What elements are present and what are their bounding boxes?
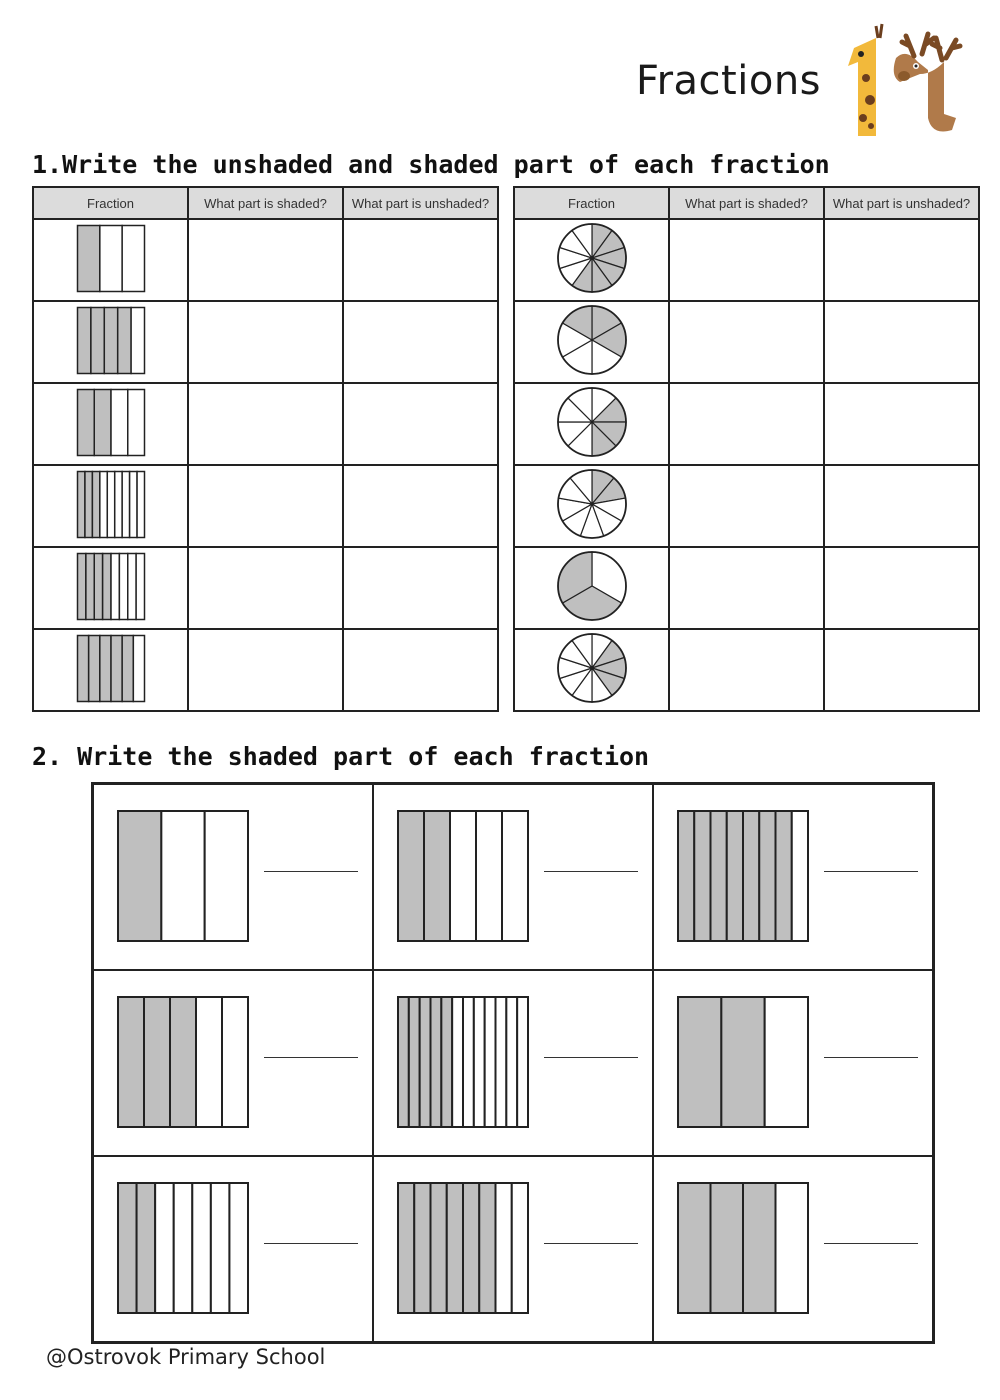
fraction-bar <box>676 1181 810 1315</box>
unshaded-answer-cell[interactable] <box>824 465 979 547</box>
shaded-answer-cell[interactable] <box>188 301 343 383</box>
shaded-answer-cell[interactable] <box>188 465 343 547</box>
bar-part-shaded <box>111 635 122 701</box>
table-row <box>514 547 979 629</box>
column-fraction: Fraction <box>33 187 188 219</box>
column-unshaded: What part is unshaded? <box>824 187 979 219</box>
shaded-answer-cell[interactable] <box>669 301 824 383</box>
fraction-cell <box>373 784 653 970</box>
bar-part-shaded <box>118 997 144 1127</box>
fraction-cell <box>514 383 669 465</box>
fraction-cell <box>373 1156 653 1342</box>
bar-part-unshaded <box>205 811 248 941</box>
bar-part-shaded <box>84 471 91 537</box>
fraction-cell <box>33 219 188 301</box>
bar-part-unshaded <box>114 471 121 537</box>
bar-part-shaded <box>479 1183 495 1313</box>
bar-part-unshaded <box>127 553 135 619</box>
bar-part-shaded <box>92 471 99 537</box>
bar-part-shaded <box>678 811 694 941</box>
unshaded-answer-cell[interactable] <box>343 219 498 301</box>
unshaded-answer-cell[interactable] <box>824 301 979 383</box>
section1-heading: 1.Write the unshaded and shaded part of each fraction <box>32 150 830 179</box>
bar-part-shaded <box>94 389 111 455</box>
bar-part-unshaded <box>111 389 128 455</box>
bar-part-unshaded <box>107 471 114 537</box>
bar-part-shaded <box>117 307 130 373</box>
bar-part-unshaded <box>229 1183 248 1313</box>
bar-part-unshaded <box>129 471 136 537</box>
column-shaded: What part is shaded? <box>188 187 343 219</box>
bar-part-shaded <box>99 635 110 701</box>
unshaded-answer-cell[interactable] <box>343 547 498 629</box>
bar-part-shaded <box>398 1183 414 1313</box>
column-shaded: What part is shaded? <box>669 187 824 219</box>
fraction-cell <box>33 465 188 547</box>
section2-heading: 2. Write the shaded part of each fraction <box>32 742 650 771</box>
fraction-bar <box>116 995 250 1129</box>
unshaded-answer-cell[interactable] <box>343 465 498 547</box>
fraction-bar <box>76 224 146 293</box>
fraction-circle <box>556 304 628 376</box>
bar-part-unshaded <box>155 1183 174 1313</box>
bar-part-unshaded <box>196 997 222 1127</box>
unshaded-answer-cell[interactable] <box>343 301 498 383</box>
bar-part-unshaded <box>161 811 204 941</box>
bar-part-shaded <box>711 1183 744 1313</box>
fraction-cell <box>93 784 373 970</box>
bar-part-unshaded <box>99 471 106 537</box>
bar-part-unshaded <box>131 307 144 373</box>
bar-part-shaded <box>463 1183 479 1313</box>
fraction-bar <box>396 995 530 1129</box>
bar-part-unshaded <box>174 1183 193 1313</box>
table-row <box>33 465 498 547</box>
fraction-bar <box>76 306 146 375</box>
bar-part-shaded <box>102 553 110 619</box>
bar-part-shaded <box>118 811 161 941</box>
answer-blank[interactable] <box>824 1057 918 1058</box>
bar-part-shaded <box>727 811 743 941</box>
shaded-answer-cell[interactable] <box>669 547 824 629</box>
bar-part-shaded <box>77 471 84 537</box>
bar-part-shaded <box>122 635 133 701</box>
page-title: Fractions <box>636 58 822 104</box>
bar-part-unshaded <box>192 1183 211 1313</box>
answer-blank[interactable] <box>264 1057 358 1058</box>
bar-part-unshaded <box>127 389 144 455</box>
bar-part-unshaded <box>765 997 808 1127</box>
answer-blank[interactable] <box>824 1243 918 1244</box>
bar-part-unshaded <box>119 553 127 619</box>
bar-part-unshaded <box>99 225 121 291</box>
shaded-answer-cell[interactable] <box>669 465 824 547</box>
shaded-fraction-grid <box>91 782 935 1344</box>
bar-part-unshaded <box>133 635 144 701</box>
table-row <box>33 219 498 301</box>
bar-part-unshaded <box>222 997 248 1127</box>
bar-part-unshaded <box>496 1183 512 1313</box>
table-row <box>514 465 979 547</box>
fraction-bar <box>76 552 146 621</box>
giraffe-moose-logo <box>836 18 966 140</box>
bar-part-unshaded <box>506 997 517 1127</box>
answer-blank[interactable] <box>264 871 358 872</box>
fraction-bar <box>116 809 250 943</box>
bar-part-shaded <box>678 1183 711 1313</box>
bar-part-shaded <box>431 1183 447 1313</box>
fraction-bar <box>396 1181 530 1315</box>
bar-part-unshaded <box>450 811 476 941</box>
fraction-cell <box>93 970 373 1156</box>
table-row <box>514 383 979 465</box>
bar-part-unshaded <box>463 997 474 1127</box>
bar-part-unshaded <box>517 997 528 1127</box>
bar-part-shaded <box>721 997 764 1127</box>
column-unshaded: What part is unshaded? <box>343 187 498 219</box>
bar-part-shaded <box>441 997 452 1127</box>
shaded-answer-cell[interactable] <box>188 219 343 301</box>
bar-part-shaded <box>694 811 710 941</box>
fraction-circle <box>556 632 628 704</box>
fraction-bar <box>396 809 530 943</box>
answer-blank[interactable] <box>544 871 638 872</box>
bar-part-shaded <box>94 553 102 619</box>
bar-part-unshaded <box>137 471 144 537</box>
fraction-cell <box>93 1156 373 1342</box>
bar-part-unshaded <box>122 225 144 291</box>
shaded-answer-cell[interactable] <box>188 383 343 465</box>
bar-part-shaded <box>88 635 99 701</box>
fraction-cell <box>514 547 669 629</box>
bar-part-shaded <box>743 1183 776 1313</box>
footer-credit: @Ostrovok Primary School <box>46 1345 326 1369</box>
bar-part-unshaded <box>776 1183 809 1313</box>
fraction-cell <box>514 629 669 711</box>
bar-part-shaded <box>424 811 450 941</box>
fraction-bar <box>116 1181 250 1315</box>
fraction-cell <box>33 547 188 629</box>
shaded-answer-cell[interactable] <box>669 219 824 301</box>
bar-part-shaded <box>77 225 99 291</box>
bar-part-shaded <box>104 307 117 373</box>
table-row <box>33 383 498 465</box>
table-row <box>33 629 498 711</box>
bar-part-unshaded <box>485 997 496 1127</box>
fraction-bar <box>676 995 810 1129</box>
fraction-cell <box>33 629 188 711</box>
bar-part-unshaded <box>476 811 502 941</box>
fraction-bar <box>76 470 146 539</box>
shaded-answer-cell[interactable] <box>669 629 824 711</box>
bar-part-unshaded <box>496 997 507 1127</box>
table-row <box>514 629 979 711</box>
bar-part-unshaded <box>111 553 119 619</box>
bar-part-shaded <box>77 553 85 619</box>
answer-blank[interactable] <box>824 871 918 872</box>
bar-part-shaded <box>77 635 88 701</box>
bar-part-shaded <box>170 997 196 1127</box>
bar-part-shaded <box>409 997 420 1127</box>
unshaded-answer-cell[interactable] <box>824 219 979 301</box>
answer-blank[interactable] <box>544 1243 638 1244</box>
bar-part-shaded <box>414 1183 430 1313</box>
unshaded-answer-cell[interactable] <box>824 629 979 711</box>
bar-part-unshaded <box>512 1183 528 1313</box>
fraction-cell <box>33 383 188 465</box>
fraction-circle <box>556 386 628 458</box>
bar-part-shaded <box>137 1183 156 1313</box>
unshaded-answer-cell[interactable] <box>824 383 979 465</box>
fraction-cell <box>653 1156 933 1342</box>
answer-blank[interactable] <box>264 1243 358 1244</box>
fraction-cell <box>373 970 653 1156</box>
bar-part-shaded <box>743 811 759 941</box>
bar-part-shaded <box>776 811 792 941</box>
bar-part-shaded <box>759 811 775 941</box>
fraction-cell <box>514 219 669 301</box>
fraction-cell <box>514 465 669 547</box>
unshaded-answer-cell[interactable] <box>343 629 498 711</box>
fraction-table-circles <box>513 186 980 712</box>
fraction-bar <box>76 634 146 703</box>
bar-part-shaded <box>398 997 409 1127</box>
shaded-answer-cell[interactable] <box>188 547 343 629</box>
fraction-circle <box>556 468 628 540</box>
bar-part-shaded <box>77 307 90 373</box>
table-row <box>514 301 979 383</box>
bar-part-unshaded <box>474 997 485 1127</box>
table-row <box>33 547 498 629</box>
table-row <box>33 301 498 383</box>
shaded-answer-cell[interactable] <box>188 629 343 711</box>
fraction-circle <box>556 550 628 622</box>
fraction-cell <box>653 784 933 970</box>
unshaded-answer-cell[interactable] <box>343 383 498 465</box>
bar-part-shaded <box>398 811 424 941</box>
answer-blank[interactable] <box>544 1057 638 1058</box>
bar-part-shaded <box>678 997 721 1127</box>
bar-part-unshaded <box>211 1183 230 1313</box>
fraction-circle <box>556 222 628 294</box>
bar-part-unshaded <box>792 811 808 941</box>
bar-part-shaded <box>90 307 103 373</box>
bar-part-unshaded <box>136 553 144 619</box>
fraction-cell <box>33 301 188 383</box>
bar-part-shaded <box>711 811 727 941</box>
fraction-table-bars <box>32 186 499 712</box>
fraction-cell <box>653 970 933 1156</box>
fraction-bar <box>676 809 810 943</box>
bar-part-shaded <box>431 997 442 1127</box>
unshaded-answer-cell[interactable] <box>824 547 979 629</box>
bar-part-shaded <box>420 997 431 1127</box>
fraction-cell <box>514 301 669 383</box>
bar-part-shaded <box>118 1183 137 1313</box>
bar-part-unshaded <box>452 997 463 1127</box>
bar-part-shaded <box>144 997 170 1127</box>
bar-part-shaded <box>85 553 93 619</box>
bar-part-shaded <box>77 389 94 455</box>
table-row <box>514 219 979 301</box>
shaded-answer-cell[interactable] <box>669 383 824 465</box>
bar-part-unshaded <box>122 471 129 537</box>
bar-part-shaded <box>447 1183 463 1313</box>
column-fraction: Fraction <box>514 187 669 219</box>
bar-part-unshaded <box>502 811 528 941</box>
fraction-bar <box>76 388 146 457</box>
